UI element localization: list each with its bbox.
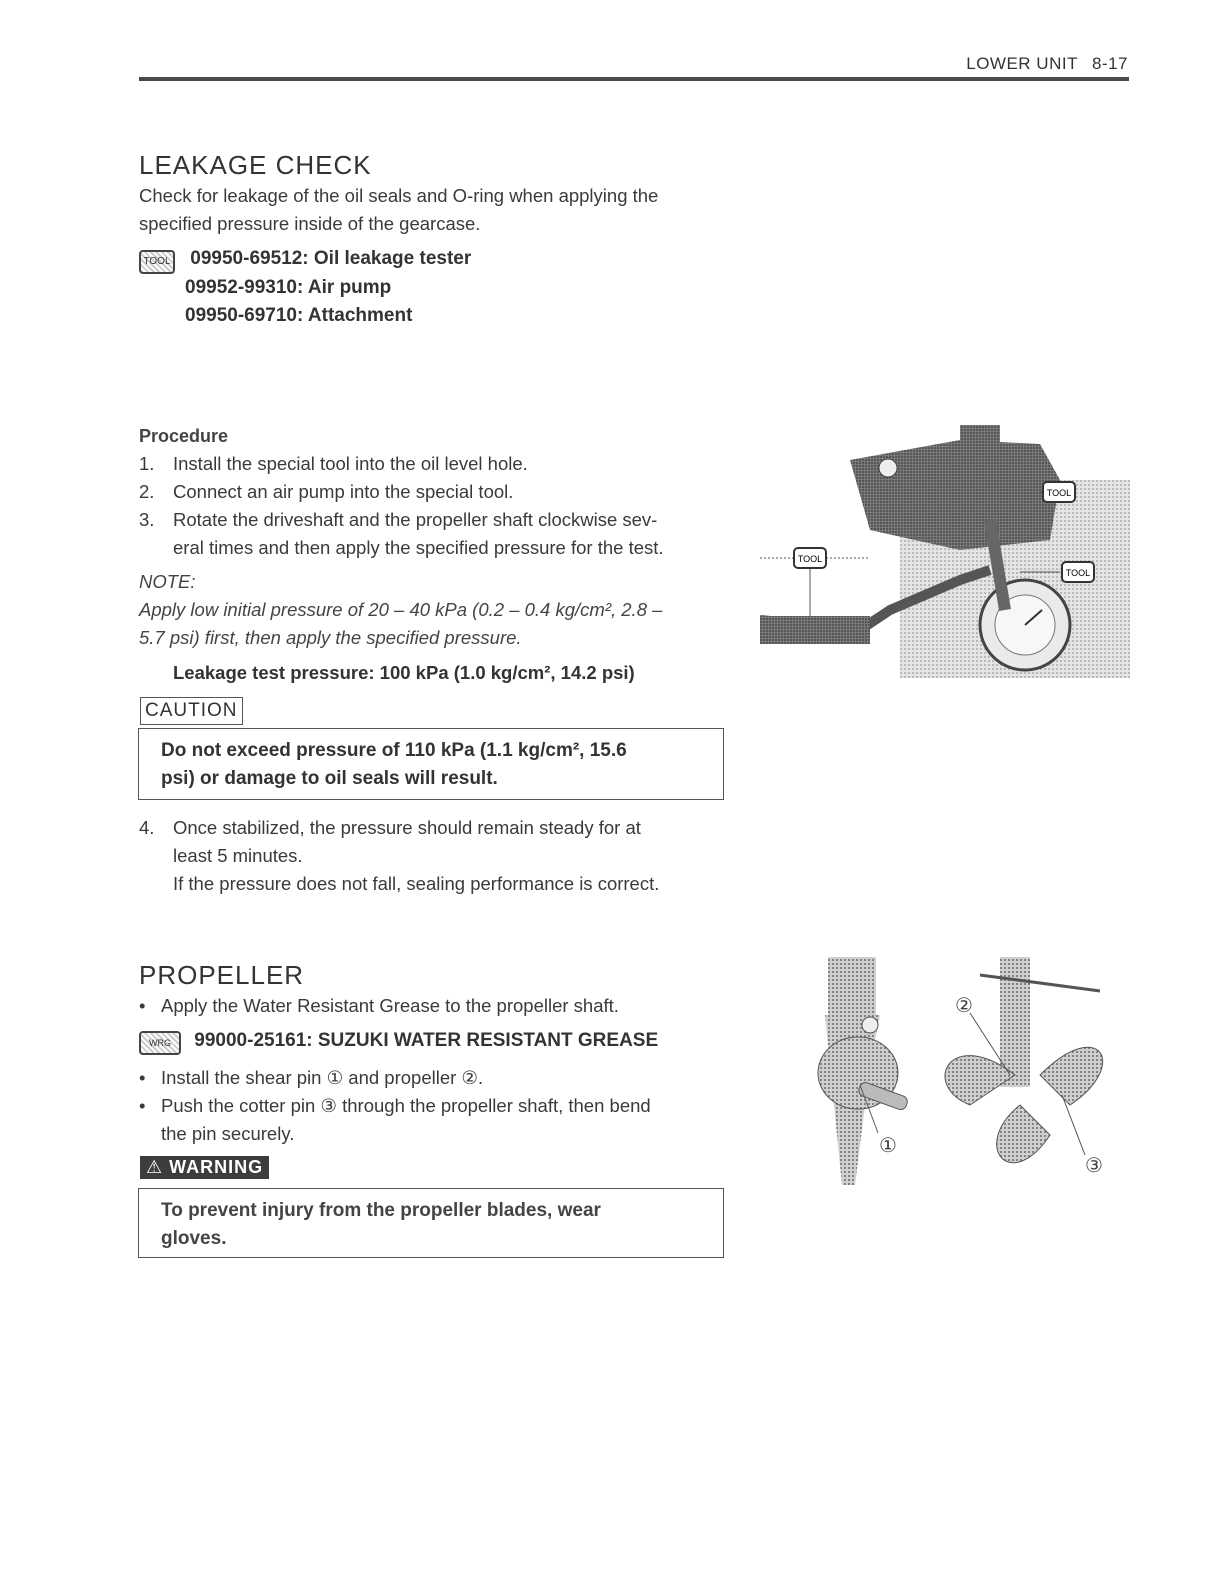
header-page-number: 8-17	[1091, 54, 1128, 73]
propeller-bullet: • Install the shear pin ① and propeller ②.	[139, 1064, 739, 1092]
callout-cotter-pin: ③	[1085, 1153, 1103, 1177]
note-label: NOTE:	[139, 571, 196, 592]
caution-text-line: psi) or damage to oil seals will result.	[161, 768, 498, 789]
procedure-steps	[139, 450, 739, 562]
header-rule	[139, 77, 1129, 81]
tool-marker-icon	[1043, 482, 1075, 502]
svg-text:TOOL: TOOL	[1046, 488, 1072, 498]
running-header	[952, 54, 1128, 74]
note-line: 5.7 psi) first, then apply the specified pressure.	[139, 627, 522, 648]
bullet-icon: •	[139, 995, 146, 1016]
propeller-illustration	[800, 955, 1130, 1195]
warning-label: ⚠ WARNING	[140, 1156, 269, 1179]
procedure-step: 3. Rotate the driveshaft and the propeller shaft clockwise sev-	[139, 509, 658, 530]
warning-text-line: To prevent injury from the propeller blades, wear	[161, 1200, 601, 1221]
caution-box	[138, 728, 724, 800]
svg-text:TOOL: TOOL	[1065, 568, 1091, 578]
callout-shear-pin: ①	[879, 1133, 897, 1157]
procedure-step: 2. Connect an air pump into the special tool.	[139, 481, 514, 502]
grease-spec	[139, 1027, 658, 1055]
tool-item: 09950-69710: Attachment	[185, 305, 413, 326]
bullet-icon: •	[139, 1067, 146, 1088]
tool-marker-icon	[1062, 562, 1094, 582]
section-title-leakage-check: LEAKAGE CHECK	[139, 150, 372, 180]
tool-row	[139, 245, 471, 274]
warning-text-line: gloves.	[161, 1228, 227, 1249]
tool-marker-icon	[794, 548, 826, 568]
tool-icon: TOOL	[139, 250, 175, 274]
gearcase-leakage-test-figure	[760, 420, 1130, 678]
special-tools-list	[139, 245, 471, 330]
propeller-bullet: • Push the cotter pin ③ through the propeller shaft, then bend the pin securely.	[139, 1092, 739, 1148]
warning-box	[138, 1188, 724, 1258]
caution-label: CAUTION	[140, 697, 243, 725]
section-title-propeller: PROPELLER	[139, 960, 305, 990]
tool-item: 09950-69512: Oil leakage tester	[190, 248, 472, 269]
procedure-title: Procedure	[139, 426, 229, 446]
header-section: LOWER UNIT	[966, 54, 1078, 73]
callout-propeller: ②	[955, 993, 973, 1017]
leakage-intro: Check for leakage of the oil seals and O-ring when applying the specified pressure inside of the gearcase.	[139, 185, 659, 234]
procedure-step-4: 4. Once stabilized, the pressure should remain steady for at least 5 minutes. If the pressure does not fall, sealing performance is correct.	[139, 817, 660, 894]
grease-icon: WRG	[139, 1031, 181, 1055]
propeller-bullet: • Apply the Water Resistant Grease to the propeller shaft.	[139, 992, 739, 1020]
grease-part-number: 99000-25161: SUZUKI WATER RESISTANT GREASE	[194, 1030, 659, 1051]
procedure-step-continued: eral times and then apply the specified pressure for the test.	[173, 537, 664, 558]
caution-text-line: Do not exceed pressure of 110 kPa (1.1 kg/cm², 15.6	[161, 740, 627, 761]
note-line: Apply low initial pressure of 20 – 40 kPa (0.2 – 0.4 kg/cm², 2.8 –	[139, 599, 663, 620]
bullet-icon: •	[139, 1095, 146, 1116]
tool-item: 09952-99310: Air pump	[185, 277, 392, 298]
gearcase-illustration	[760, 420, 1130, 678]
svg-text:TOOL: TOOL	[797, 554, 823, 564]
leakage-test-pressure-spec: Leakage test pressure: 100 kPa (1.0 kg/cm², 14.2 psi)	[173, 662, 635, 683]
propeller-installation-figure	[800, 955, 1130, 1195]
procedure-step: 1. Install the special tool into the oil level hole.	[139, 453, 528, 474]
